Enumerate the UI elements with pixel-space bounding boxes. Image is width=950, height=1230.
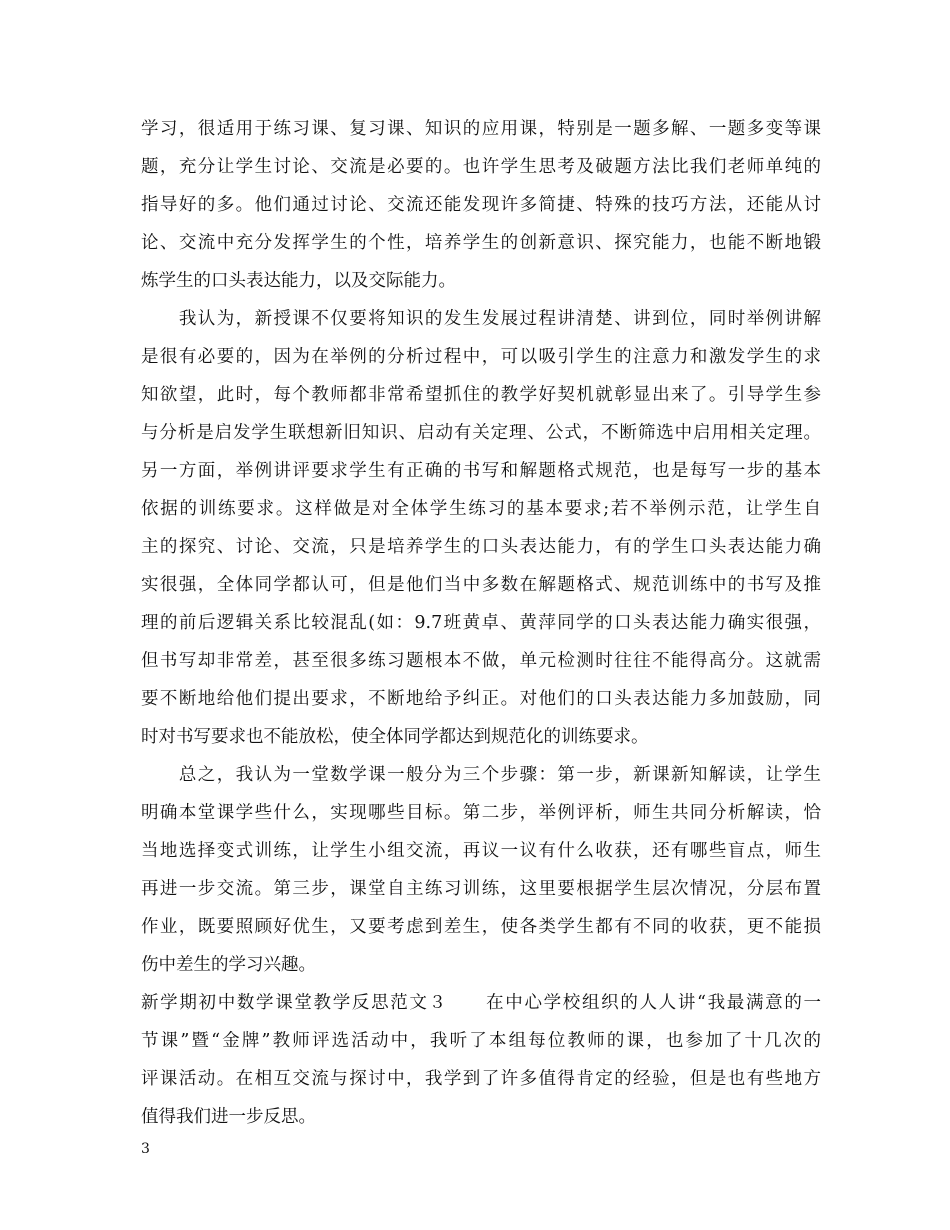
paragraph-1-line-5: 炼学生的口头表达能力，以及交际能力。 [141, 271, 456, 291]
paragraph-2-line-7: 主的探究、讨论、交流，只是培养学生的口头表达能力，有的学生口头表达能力确 [141, 537, 821, 557]
paragraph-2-line-2: 是很有必要的，因为在举例的分析过程中，可以吸引学生的注意力和激发学生的求 [141, 347, 821, 367]
paragraph-2-line-3: 知欲望，此时，每个教师都非常希望抓住的教学好契机就彰显出来了。引导学生参 [141, 385, 821, 405]
paragraph-1-line-3: 指导好的多。他们通过讨论、交流还能发现许多简捷、特殊的技巧方法，还能从讨 [141, 195, 821, 215]
paragraph-4-line-2: 节课”暨“金牌”教师评选活动中，我听了本组每位教师的课，也参加了十几次的 [141, 1031, 821, 1051]
paragraph-2-line-12: 时对书写要求也不能放松，使全体同学都达到规范化的训练要求。 [141, 727, 649, 747]
paragraph-2-line-9: 理的前后逻辑关系比较混乱(如：9.7班黄卓、黄萍同学的口头表达能力确实很强， [141, 613, 821, 633]
paragraph-4-line-3: 评课活动。在相互交流与探讨中，我学到了许多值得肯定的经验，但是也有些地方 [141, 1069, 821, 1089]
paragraph-2-line-5: 另一方面，举例讲评要求学生有正确的书写和解题格式规范，也是每写一步的基本 [141, 461, 821, 481]
paragraph-4-line-1: 新学期初中数学课堂教学反思范文３ 在中心学校组织的人人讲“我最满意的一 [141, 993, 821, 1013]
paragraph-2-line-11: 要不断地给他们提出要求，不断地给予纠正。对他们的口头表达能力多加鼓励，同 [141, 689, 821, 709]
paragraph-4-line-4: 值得我们进一步反思。 [141, 1107, 316, 1127]
paragraph-2-line-10: 但书写却非常差，甚至很多练习题根本不做，单元检测时往往不能得高分。这就需 [141, 651, 821, 671]
paragraph-2-line-8: 实很强，全体同学都认可，但是他们当中多数在解题格式、规范训练中的书写及推 [141, 575, 821, 595]
paragraph-1-line-4: 论、交流中充分发挥学生的个性，培养学生的创新意识、探究能力，也能不断地锻 [141, 233, 821, 253]
paragraph-2-line-6: 依据的训练要求。这样做是对全体学生练习的基本要求;若不举例示范，让学生自 [141, 499, 821, 519]
paragraph-2-line-4: 与分析是启发学生联想新旧知识、启动有关定理、公式，不断筛选中启用相关定理。 [141, 423, 821, 443]
paragraph-3-line-2: 明确本堂课学些什么，实现哪些目标。第二步，举例评析，师生共同分析解读，恰 [141, 803, 821, 823]
paragraph-3-line-4: 再进一步交流。第三步，课堂自主练习训练，这里要根据学生层次情况，分层布置 [141, 879, 821, 899]
paragraph-3-line-5: 作业，既要照顾好优生，又要考虑到差生，使各类学生都有不同的收获，更不能损 [141, 917, 821, 937]
paragraph-3-line-3: 当地选择变式训练，让学生小组交流，再议一议有什么收获，还有哪些盲点，师生 [141, 841, 821, 861]
paragraph-1-line-1: 学习，很适用于练习课、复习课、知识的应用课，特别是一题多解、一题多变等课 [141, 119, 821, 139]
paragraph-3-line-6: 伤中差生的学习兴趣。 [141, 955, 316, 975]
page-number: 3 [141, 1141, 150, 1157]
paragraph-3-line-1: 总之，我认为一堂数学课一般分为三个步骤：第一步，新课新知解读，让学生 [141, 765, 821, 785]
paragraph-1-line-2: 题，充分让学生讨论、交流是必要的。也许学生思考及破题方法比我们老师单纯的 [141, 157, 821, 177]
paragraph-2-line-1: 我认为，新授课不仅要将知识的发生发展过程讲清楚、讲到位，同时举例讲解 [141, 309, 821, 329]
